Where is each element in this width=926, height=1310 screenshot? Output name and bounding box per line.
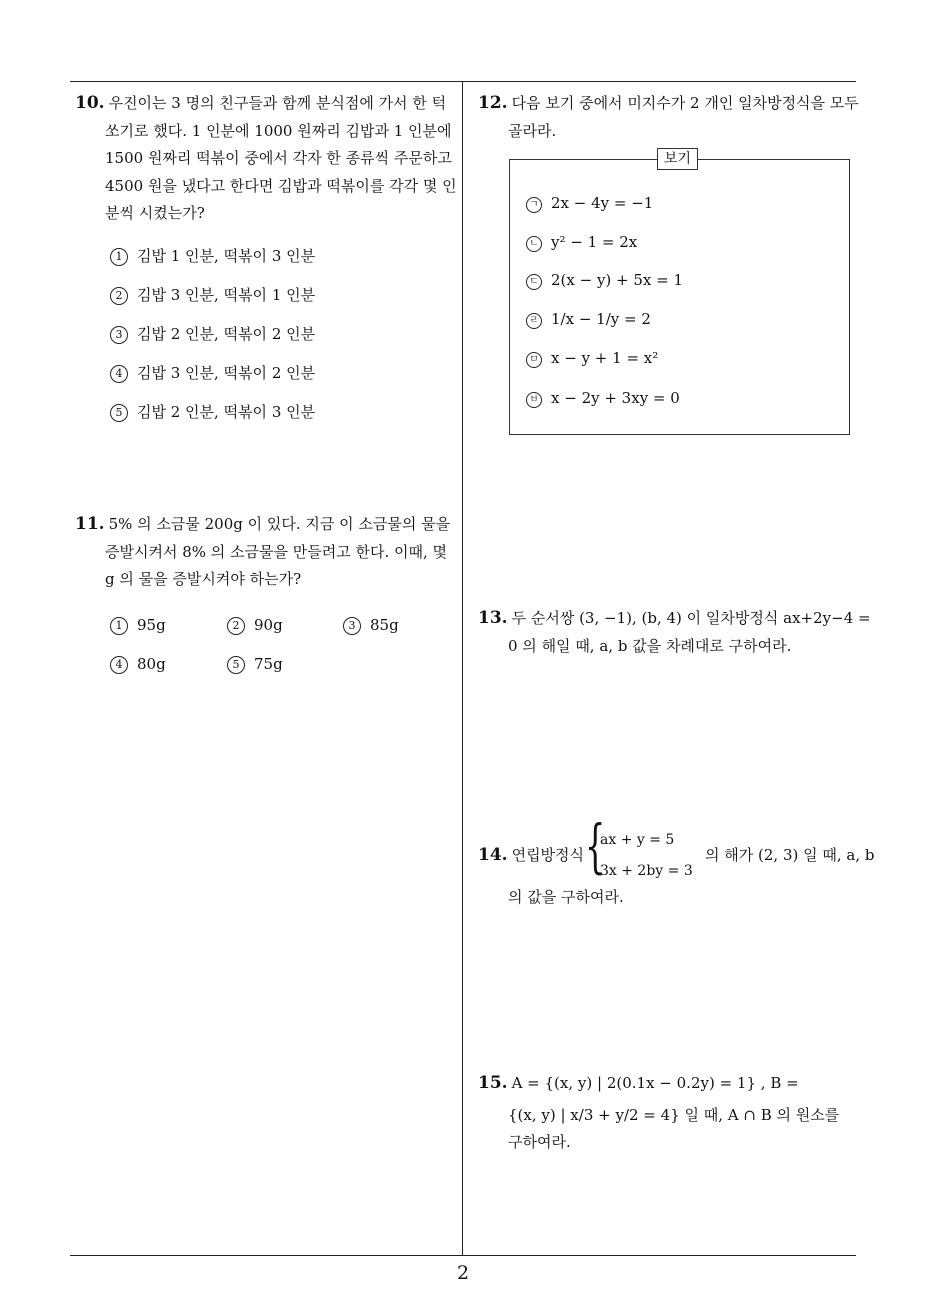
question-number: 13.	[478, 608, 508, 628]
question-text-line: 0 의 해일 때, a, b 값을 차례대로 구하여라.	[508, 636, 792, 655]
choice-marker: 3	[343, 617, 361, 635]
item-marker: ㄴ	[526, 236, 542, 252]
choice-text: 85g	[370, 616, 399, 634]
choice-marker: 1	[110, 617, 128, 635]
question-text-line: 두 순서쌍 (3, −1), (b, 4) 이 일차방정식 ax+2y−4 =	[511, 609, 871, 627]
question-number: 11.	[75, 514, 105, 534]
item-marker: ㅁ	[526, 352, 542, 368]
bogi-label: 보기	[657, 148, 698, 170]
choice-marker: 5	[110, 404, 128, 422]
item-text: y² − 1 = 2x	[551, 233, 638, 251]
question-text-line: 우진이는 3 명의 친구들과 함께 분식점에 가서 한 턱	[108, 94, 447, 112]
question-text-line: 구하여라.	[508, 1133, 571, 1151]
item-marker: ㄹ	[526, 313, 542, 329]
item-text: 2(x − y) + 5x = 1	[551, 271, 684, 289]
equation-1: ax + y = 5	[600, 832, 675, 848]
item-text: 2x − 4y = −1	[551, 194, 654, 212]
question-10	[75, 90, 455, 228]
choice-marker: 4	[110, 365, 128, 383]
question-text-line: 분씩 시켰는가?	[105, 204, 205, 222]
question-suffix: 의 해가 (2, 3) 일 때, a, b	[705, 846, 875, 864]
choice-2[interactable]	[227, 616, 283, 635]
question-13	[478, 605, 871, 660]
bogi-item	[526, 194, 653, 213]
question-text-line: 1500 원짜리 떡볶이 중에서 각자 한 종류씩 주문하고	[105, 149, 452, 167]
choice-1[interactable]	[110, 245, 315, 266]
item-text: x − y + 1 = x²	[551, 349, 659, 367]
choice-5[interactable]	[110, 401, 315, 422]
item-text: x − 2y + 3xy = 0	[551, 389, 680, 407]
choice-3[interactable]	[110, 323, 315, 344]
question-text-line: A = {(x, y) | 2(0.1x − 0.2y) = 1} , B =	[511, 1074, 799, 1092]
question-text-line: 증발시켜서 8% 의 소금물을 만들려고 한다. 이때, 몇	[105, 542, 448, 561]
choice-text: 김밥 2 인분, 떡볶이 3 인분	[137, 403, 316, 421]
item-marker: ㅂ	[526, 392, 542, 408]
choice-4[interactable]	[110, 655, 166, 674]
question-number: 15.	[478, 1073, 508, 1093]
choice-4[interactable]	[110, 362, 315, 383]
choice-marker: 3	[110, 326, 128, 344]
bogi-item	[526, 271, 683, 290]
question-text-line: 5% 의 소금물 200g 이 있다. 지금 이 소금물의 물을	[108, 515, 451, 533]
question-text-line: g 의 물을 증발시켜야 하는가?	[105, 570, 302, 588]
bogi-item	[526, 389, 680, 408]
question-text-line: 골라라.	[508, 121, 557, 140]
bottom-rule	[70, 1255, 856, 1256]
choice-text: 80g	[137, 655, 166, 673]
bogi-item	[526, 310, 651, 329]
question-12	[478, 90, 858, 145]
item-marker: ㄱ	[526, 197, 542, 213]
question-number: 14.	[478, 845, 508, 865]
equation-2: 3x + 2by = 3	[600, 863, 693, 879]
top-rule	[70, 81, 856, 82]
choice-marker: 2	[110, 287, 128, 305]
equation-system	[585, 812, 705, 884]
choice-text: 김밥 3 인분, 떡볶이 1 인분	[137, 286, 316, 304]
choice-text: 75g	[254, 655, 283, 673]
question-number: 12.	[478, 93, 508, 113]
choice-text: 김밥 3 인분, 떡볶이 2 인분	[137, 364, 316, 382]
choice-marker: 2	[227, 617, 245, 635]
bogi-item	[526, 233, 637, 252]
choice-text: 95g	[137, 616, 166, 634]
question-text-line: {(x, y) | x/3 + y/2 = 4} 일 때, A ∩ B 의 원소를	[508, 1105, 840, 1124]
choice-1[interactable]	[110, 616, 166, 635]
choice-2[interactable]	[110, 284, 315, 305]
question-14	[478, 842, 588, 870]
question-number: 10.	[75, 93, 105, 113]
choice-marker: 5	[227, 656, 245, 674]
choice-5[interactable]	[227, 655, 283, 674]
choice-marker: 1	[110, 248, 128, 266]
question-text-line: 의 값을 구하여라.	[508, 888, 624, 906]
question-text-line: 쏘기로 했다. 1 인분에 1000 원짜리 김밥과 1 인분에	[105, 121, 452, 140]
choice-text: 김밥 2 인분, 떡볶이 2 인분	[137, 325, 316, 343]
item-marker: ㄷ	[526, 274, 542, 290]
bogi-item	[526, 349, 658, 368]
page-number: 2	[456, 1262, 470, 1284]
choice-marker: 4	[110, 656, 128, 674]
column-divider	[462, 82, 463, 1255]
brace-icon: {	[585, 812, 606, 880]
question-prefix: 연립방정식	[511, 846, 585, 864]
choice-3[interactable]	[343, 616, 399, 635]
item-text: 1/x − 1/y = 2	[551, 310, 651, 328]
choice-text: 김밥 1 인분, 떡볶이 3 인분	[137, 247, 316, 265]
question-11	[75, 511, 455, 594]
choice-text: 90g	[254, 616, 283, 634]
question-text-line: 4500 원을 냈다고 한다면 김밥과 떡볶이를 각각 몇 인	[105, 176, 457, 195]
question-15	[478, 1070, 858, 1157]
question-text-line: 다음 보기 중에서 미지수가 2 개인 일차방정식을 모두	[511, 94, 859, 112]
